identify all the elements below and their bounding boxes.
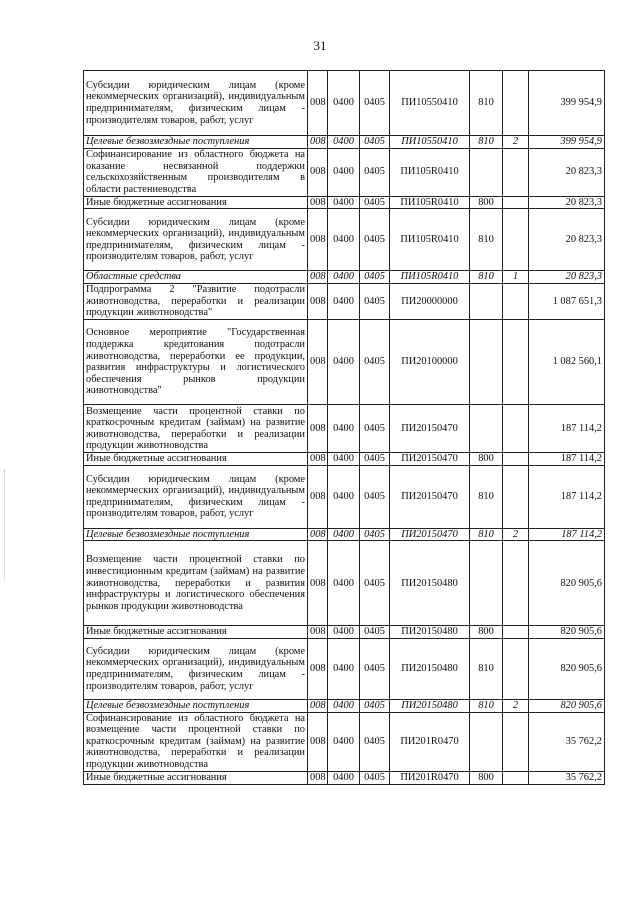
table-row xyxy=(84,320,605,405)
row-rz-cell: 0400 xyxy=(328,712,360,771)
row-pr-cell: 0405 xyxy=(360,136,390,149)
row-name-cell: Целевые безвозмездные поступления xyxy=(84,528,308,541)
row-csr-cell: ПИ20150480 xyxy=(390,638,470,699)
row-source-cell: 2 xyxy=(503,528,529,541)
table-row xyxy=(84,541,605,626)
row-pr-cell: 0405 xyxy=(360,699,390,712)
row-name-cell: Возмещение части процентной ставки по краткосрочным кредитам (займам) на развитие животноводства, переработки и реализации продукции животноводства xyxy=(84,405,308,453)
row-vr-cell: 810 xyxy=(470,271,503,284)
row-source-cell xyxy=(503,541,529,626)
row-vr-cell xyxy=(470,284,503,320)
row-ved-cell: 008 xyxy=(308,699,328,712)
row-ved-cell: 008 xyxy=(308,771,328,784)
row-source-cell xyxy=(503,209,529,271)
table-row xyxy=(84,209,605,271)
row-csr-cell: ПИ20150480 xyxy=(390,699,470,712)
row-sum-cell: 20 823,3 xyxy=(529,196,605,209)
table-row xyxy=(84,699,605,712)
row-ved-cell: 008 xyxy=(308,271,328,284)
row-rz-cell: 0400 xyxy=(328,541,360,626)
row-csr-cell: ПИ20150480 xyxy=(390,541,470,626)
row-pr-cell: 0405 xyxy=(360,638,390,699)
row-sum-cell: 187 114,2 xyxy=(529,528,605,541)
row-rz-cell: 0400 xyxy=(328,71,360,136)
row-name-cell: Целевые безвозмездные поступления xyxy=(84,136,308,149)
row-vr-cell: 800 xyxy=(470,453,503,466)
row-sum-cell: 187 114,2 xyxy=(529,465,605,528)
row-ved-cell: 008 xyxy=(308,453,328,466)
row-source-cell xyxy=(503,638,529,699)
row-sum-cell: 35 762,2 xyxy=(529,712,605,771)
row-csr-cell: ПИ20150480 xyxy=(390,626,470,639)
row-source-cell: 2 xyxy=(503,699,529,712)
row-rz-cell: 0400 xyxy=(328,320,360,405)
row-pr-cell: 0405 xyxy=(360,405,390,453)
row-pr-cell: 0405 xyxy=(360,148,390,196)
row-rz-cell: 0400 xyxy=(328,699,360,712)
table-row xyxy=(84,71,605,136)
row-csr-cell: ПИ10550410 xyxy=(390,136,470,149)
row-vr-cell xyxy=(470,712,503,771)
row-source-cell xyxy=(503,196,529,209)
row-source-cell xyxy=(503,626,529,639)
row-name-cell: Иные бюджетные ассигнования xyxy=(84,196,308,209)
row-rz-cell: 0400 xyxy=(328,136,360,149)
row-vr-cell: 800 xyxy=(470,626,503,639)
row-vr-cell: 810 xyxy=(470,71,503,136)
row-vr-cell: 810 xyxy=(470,528,503,541)
row-pr-cell: 0405 xyxy=(360,712,390,771)
row-rz-cell: 0400 xyxy=(328,148,360,196)
row-ved-cell: 008 xyxy=(308,528,328,541)
row-sum-cell: 820 905,6 xyxy=(529,541,605,626)
table-row xyxy=(84,626,605,639)
row-pr-cell: 0405 xyxy=(360,453,390,466)
budget-table xyxy=(83,70,605,785)
table-row xyxy=(84,771,605,784)
row-vr-cell: 810 xyxy=(470,699,503,712)
table-row xyxy=(84,465,605,528)
row-csr-cell: ПИ20150470 xyxy=(390,405,470,453)
row-csr-cell: ПИ105R0410 xyxy=(390,209,470,271)
row-sum-cell: 187 114,2 xyxy=(529,405,605,453)
row-pr-cell: 0405 xyxy=(360,528,390,541)
row-source-cell xyxy=(503,284,529,320)
row-name-cell: Иные бюджетные ассигнования xyxy=(84,453,308,466)
row-csr-cell: ПИ20150470 xyxy=(390,453,470,466)
row-pr-cell: 0405 xyxy=(360,284,390,320)
row-sum-cell: 187 114,2 xyxy=(529,453,605,466)
row-ved-cell: 008 xyxy=(308,712,328,771)
row-vr-cell: 810 xyxy=(470,638,503,699)
row-name-cell: Субсидии юридическим лицам (кроме некоммерческих организаций), индивидуальным предпринимателям, физическим лицам - производителям товаров, работ, услуг xyxy=(84,638,308,699)
row-csr-cell: ПИ105R0410 xyxy=(390,196,470,209)
row-source-cell: 2 xyxy=(503,136,529,149)
row-ved-cell: 008 xyxy=(308,541,328,626)
row-sum-cell: 20 823,3 xyxy=(529,271,605,284)
table-row xyxy=(84,148,605,196)
row-ved-cell: 008 xyxy=(308,465,328,528)
row-pr-cell: 0405 xyxy=(360,626,390,639)
row-sum-cell: 1 087 651,3 xyxy=(529,284,605,320)
row-source-cell xyxy=(503,465,529,528)
row-vr-cell: 800 xyxy=(470,771,503,784)
row-name-cell: Субсидии юридическим лицам (кроме некоммерческих организаций), индивидуальным предпринимателям, физическим лицам - производителям товаров, работ, услуг xyxy=(84,209,308,271)
row-pr-cell: 0405 xyxy=(360,71,390,136)
table-row xyxy=(84,638,605,699)
row-pr-cell: 0405 xyxy=(360,320,390,405)
row-rz-cell: 0400 xyxy=(328,465,360,528)
table-row xyxy=(84,271,605,284)
row-pr-cell: 0405 xyxy=(360,465,390,528)
row-rz-cell: 0400 xyxy=(328,196,360,209)
row-csr-cell: ПИ20100000 xyxy=(390,320,470,405)
row-name-cell: Подпрограмма 2 "Развитие подотрасли животноводства, переработки и реализации продукции животноводства" xyxy=(84,284,308,320)
row-sum-cell: 399 954,9 xyxy=(529,71,605,136)
row-sum-cell: 35 762,2 xyxy=(529,771,605,784)
row-name-cell: Софинансирование из областного бюджета на оказание несвязанной поддержки сельскохозяйственным производителям в области растениеводства xyxy=(84,148,308,196)
row-csr-cell: ПИ201R0470 xyxy=(390,771,470,784)
row-source-cell xyxy=(503,771,529,784)
budget-table-body xyxy=(84,71,605,785)
row-csr-cell: ПИ10550410 xyxy=(390,71,470,136)
row-pr-cell: 0405 xyxy=(360,271,390,284)
row-ved-cell: 008 xyxy=(308,196,328,209)
row-sum-cell: 399 954,9 xyxy=(529,136,605,149)
row-pr-cell: 0405 xyxy=(360,771,390,784)
row-name-cell: Возмещение части процентной ставки по инвестиционным кредитам (займам) на развитие животноводства, переработки и развития инфраструктуры и логистического обеспечения рынков продукции животноводства xyxy=(84,541,308,626)
row-ved-cell: 008 xyxy=(308,284,328,320)
table-row xyxy=(84,136,605,149)
row-csr-cell: ПИ105R0410 xyxy=(390,271,470,284)
row-source-cell xyxy=(503,71,529,136)
row-sum-cell: 20 823,3 xyxy=(529,148,605,196)
row-source-cell xyxy=(503,148,529,196)
margin-marks xyxy=(4,470,11,580)
row-name-cell: Софинансирование из областного бюджета на возмещение части процентной ставки по краткосрочным кредитам (займам) на развитие животноводства, переработки и реализации продукции животноводства xyxy=(84,712,308,771)
row-name-cell: Иные бюджетные ассигнования xyxy=(84,771,308,784)
row-sum-cell: 820 905,6 xyxy=(529,699,605,712)
row-rz-cell: 0400 xyxy=(328,638,360,699)
table-row xyxy=(84,405,605,453)
table-row xyxy=(84,528,605,541)
row-ved-cell: 008 xyxy=(308,638,328,699)
row-sum-cell: 820 905,6 xyxy=(529,638,605,699)
row-name-cell: Областные средства xyxy=(84,271,308,284)
row-vr-cell xyxy=(470,320,503,405)
row-name-cell: Основное мероприятие "Государственная поддержка кредитования подотрасли животноводства, переработки ее продукции, развития инфраструктуры и логистического обеспечения рынков продукции животноводства" xyxy=(84,320,308,405)
row-sum-cell: 20 823,3 xyxy=(529,209,605,271)
row-vr-cell: 810 xyxy=(470,465,503,528)
row-pr-cell: 0405 xyxy=(360,209,390,271)
row-rz-cell: 0400 xyxy=(328,626,360,639)
row-csr-cell: ПИ201R0470 xyxy=(390,712,470,771)
row-vr-cell xyxy=(470,405,503,453)
row-vr-cell: 810 xyxy=(470,209,503,271)
table-row xyxy=(84,453,605,466)
row-pr-cell: 0405 xyxy=(360,196,390,209)
row-rz-cell: 0400 xyxy=(328,528,360,541)
row-rz-cell: 0400 xyxy=(328,771,360,784)
row-rz-cell: 0400 xyxy=(328,209,360,271)
row-ved-cell: 008 xyxy=(308,148,328,196)
page-number: 31 xyxy=(313,38,327,53)
row-csr-cell: ПИ105R0410 xyxy=(390,148,470,196)
row-ved-cell: 008 xyxy=(308,405,328,453)
row-rz-cell: 0400 xyxy=(328,405,360,453)
row-rz-cell: 0400 xyxy=(328,284,360,320)
row-name-cell: Иные бюджетные ассигнования xyxy=(84,626,308,639)
row-csr-cell: ПИ20150470 xyxy=(390,465,470,528)
row-source-cell xyxy=(503,405,529,453)
table-row xyxy=(84,196,605,209)
row-vr-cell: 810 xyxy=(470,136,503,149)
row-csr-cell: ПИ20150470 xyxy=(390,528,470,541)
row-name-cell: Субсидии юридическим лицам (кроме некоммерческих организаций), индивидуальным предпринимателям, физическим лицам - производителям товаров, работ, услуг xyxy=(84,465,308,528)
row-source-cell: 1 xyxy=(503,271,529,284)
table-row xyxy=(84,712,605,771)
row-pr-cell: 0405 xyxy=(360,541,390,626)
row-source-cell xyxy=(503,320,529,405)
row-csr-cell: ПИ20000000 xyxy=(390,284,470,320)
row-ved-cell: 008 xyxy=(308,320,328,405)
row-sum-cell: 820 905,6 xyxy=(529,626,605,639)
row-rz-cell: 0400 xyxy=(328,453,360,466)
row-ved-cell: 008 xyxy=(308,626,328,639)
row-vr-cell: 800 xyxy=(470,196,503,209)
row-sum-cell: 1 082 560,1 xyxy=(529,320,605,405)
row-ved-cell: 008 xyxy=(308,136,328,149)
table-row xyxy=(84,284,605,320)
row-name-cell: Целевые безвозмездные поступления xyxy=(84,699,308,712)
row-source-cell xyxy=(503,453,529,466)
row-vr-cell xyxy=(470,148,503,196)
row-ved-cell: 008 xyxy=(308,71,328,136)
row-source-cell xyxy=(503,712,529,771)
row-vr-cell xyxy=(470,541,503,626)
row-ved-cell: 008 xyxy=(308,209,328,271)
row-name-cell: Субсидии юридическим лицам (кроме некоммерческих организаций), индивидуальным предпринимателям, физическим лицам - производителям товаров, работ, услуг xyxy=(84,71,308,136)
row-rz-cell: 0400 xyxy=(328,271,360,284)
